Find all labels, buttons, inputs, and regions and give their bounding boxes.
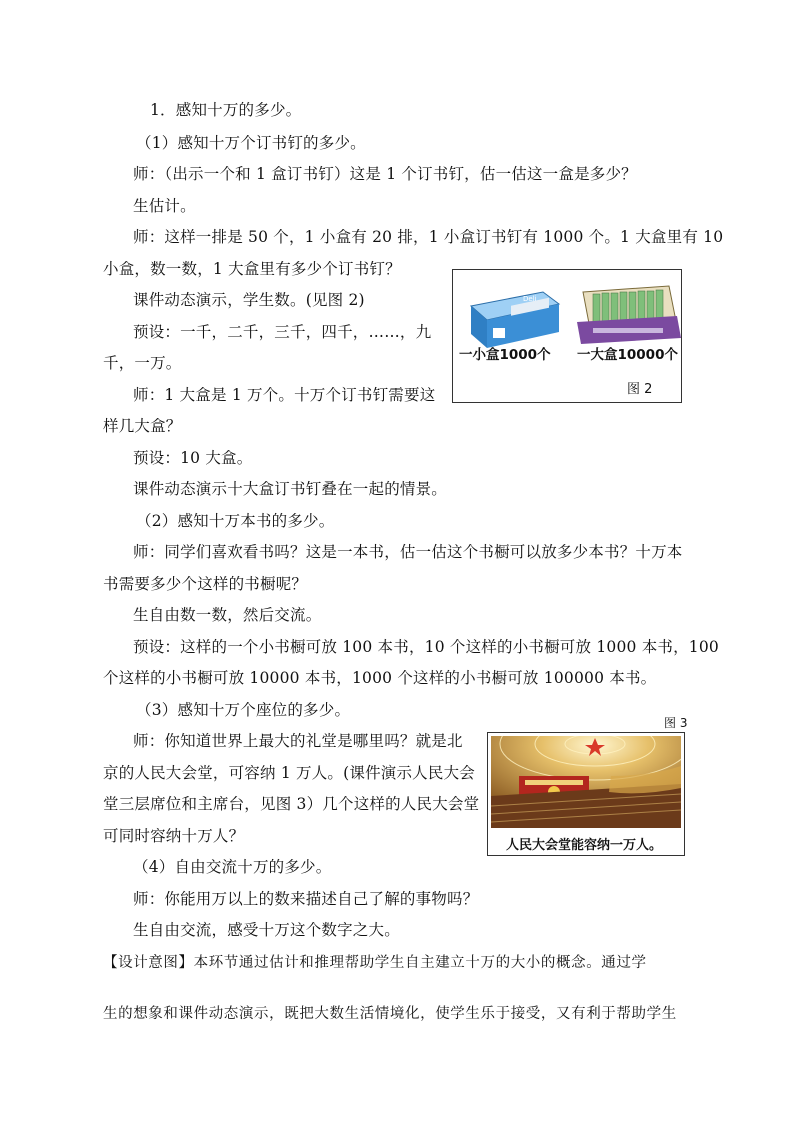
paragraph: 课件动态演示，学生数。(见图 2) bbox=[133, 291, 365, 309]
figure-2-label: 图 2 bbox=[627, 382, 653, 397]
subheading-free-talk: （4）自由交流十万的多少。 bbox=[133, 858, 332, 876]
paragraph: 预设：10 大盒。 bbox=[133, 449, 253, 467]
paragraph: 个这样的小书橱可放 10000 本书，1000 个这样的小书橱可放 100000 本书。 bbox=[103, 669, 657, 687]
figure-3-caption: 人民大会堂能容纳一万人。 bbox=[506, 838, 663, 853]
paragraph: 堂三层席位和主席台，见图 3）几个这样的人民大会堂 bbox=[103, 795, 480, 813]
paragraph: 书需要多少个这样的书橱呢？ bbox=[103, 575, 308, 593]
subheading-seats: （3）感知十万个座位的多少。 bbox=[136, 701, 351, 719]
great-hall-photo bbox=[491, 736, 681, 828]
svg-text:Deli: Deli bbox=[523, 295, 537, 303]
paragraph: 师：你知道世界上最大的礼堂是哪里吗？就是北 bbox=[133, 732, 463, 750]
section-heading: 1．感知十万的多少。 bbox=[150, 101, 302, 119]
paragraph: 预设：一千，二千，三千，四千，……，九 bbox=[133, 323, 432, 341]
paragraph: 师：这样一排是 50 个，1 小盒有 20 排，1 小盒订书钉有 1000 个。1 大盒里有 10 bbox=[133, 228, 724, 246]
paragraph: 京的人民大会堂，可容纳 1 万人。(课件演示人民大会 bbox=[103, 764, 475, 782]
paragraph: 预设：这样的一个小书橱可放 100 本书，10 个这样的小书橱可放 1000 本书，100 bbox=[133, 638, 719, 656]
paragraph: 生自由交流，感受十万这个数字之大。 bbox=[133, 921, 400, 939]
paragraph: 千，一万。 bbox=[103, 354, 182, 372]
paragraph: 师：1 大盒是 1 万个。十万个订书钉需要这 bbox=[133, 386, 436, 404]
big-box-caption: 一大盒10000个 bbox=[577, 347, 678, 363]
paragraph: 生估计。 bbox=[133, 197, 196, 215]
paragraph: 课件动态演示十大盒订书钉叠在一起的情景。 bbox=[133, 480, 448, 498]
figure-3-great-hall bbox=[487, 732, 685, 856]
figure-2-stapler-boxes bbox=[452, 269, 682, 403]
subheading-staples: （1）感知十万个订书钉的多少。 bbox=[136, 134, 366, 152]
paragraph: 小盒，数一数，1 大盒里有多少个订书钉？ bbox=[103, 260, 401, 278]
paragraph: 可同时容纳十万人？ bbox=[103, 827, 245, 845]
figure-3-label: 图 3 bbox=[664, 716, 688, 730]
paragraph: 师：（出示一个和 1 盒订书钉）这是 1 个订书钉，估一估这一盒是多少？ bbox=[133, 165, 637, 183]
paragraph: 师：同学们喜欢看书吗？这是一本书，估一估这个书橱可以放多少本书？十万本 bbox=[133, 543, 683, 561]
subheading-books: （2）感知十万本书的多少。 bbox=[136, 512, 335, 530]
design-intent-line-1: 【设计意图】本环节通过估计和推理帮助学生自主建立十万的大小的概念。通过学 bbox=[103, 955, 647, 971]
paragraph: 生自由数一数，然后交流。 bbox=[133, 606, 322, 624]
paragraph: 样几大盒？ bbox=[103, 417, 182, 435]
paragraph: 师：你能用万以上的数来描述自己了解的事物吗？ bbox=[133, 890, 479, 908]
big-staple-box-image bbox=[573, 282, 683, 348]
small-box-caption: 一小盒1000个 bbox=[459, 347, 551, 363]
design-intent-line-2: 生的想象和课件动态演示，既把大数生活情境化，使学生乐于接受，又有利于帮助学生 bbox=[103, 1006, 677, 1022]
